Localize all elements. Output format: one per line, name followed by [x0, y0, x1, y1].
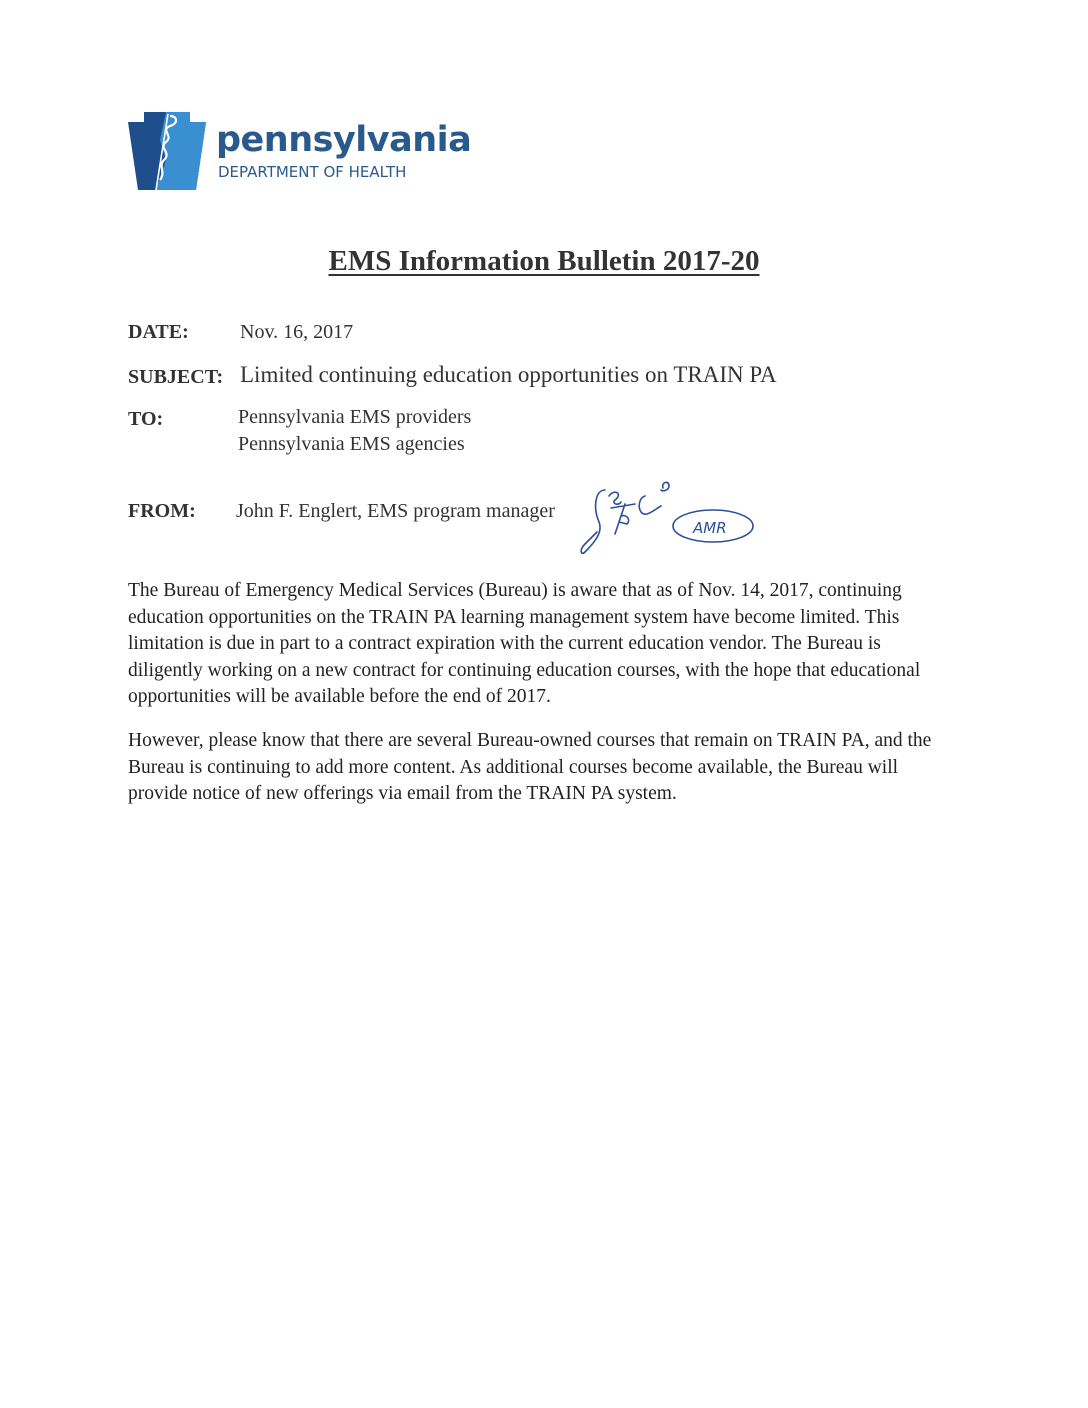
from-value: John F. Englert, EMS program manager — [236, 500, 555, 522]
keystone-caduceus-icon — [126, 110, 208, 192]
pa-health-logo — [126, 110, 472, 195]
logo-wordmark: pennsylvania — [216, 120, 472, 160]
subject-value: Limited continuing education opportunities on TRAIN PA — [240, 362, 777, 387]
body-paragraph: The Bureau of Emergency Medical Services (Bureau) is aware that as of Nov. 14, 2017, continuing education opportunities on the TRAIN PA learning management system have become limited. This limitation is due in part to a contract expiration with the current education vendor. The Bureau is diligently working on a new contract for continuing education courses, with the hope that educational opportunities will be available before the end of 2017. — [128, 580, 921, 707]
bulletin-title: EMS Information Bulletin 2017-20 — [328, 245, 760, 277]
to-recipient: Pennsylvania EMS providers — [238, 406, 472, 428]
to-recipient: Pennsylvania EMS agencies — [238, 433, 465, 455]
body-paragraph: However, please know that there are several Bureau-owned courses that remain on TRAIN PA, and the Bureau is continuing to add more content. As additional courses become available, the Bureau will provide notice of new offerings via email from the TRAIN PA system. — [128, 730, 932, 804]
signature-mark — [575, 478, 765, 558]
date-value: Nov. 16, 2017 — [240, 321, 354, 343]
signature-initials: AMR — [693, 519, 727, 537]
logo-department: DEPARTMENT OF HEALTH — [218, 163, 407, 181]
to-label: TO: — [128, 408, 164, 430]
date-label: DATE: — [128, 321, 189, 343]
subject-label: SUBJECT: — [128, 366, 224, 388]
from-label: FROM: — [128, 500, 196, 522]
